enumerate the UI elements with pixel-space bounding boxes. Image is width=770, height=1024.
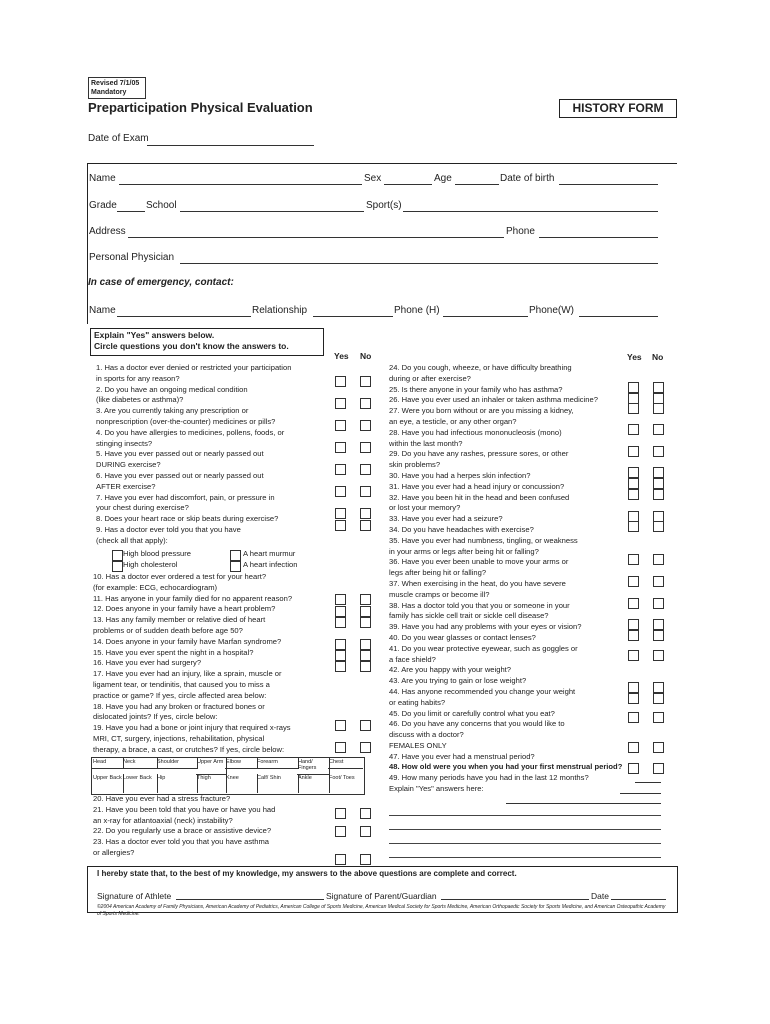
- yes-checkbox[interactable]: [628, 478, 639, 489]
- question-line: 12. Does anyone in your family have a heart problem?: [93, 604, 276, 614]
- no-checkbox[interactable]: [360, 486, 371, 497]
- sports-label: Sport(s): [366, 200, 402, 211]
- physician-field[interactable]: [180, 263, 658, 264]
- instructions-box: [90, 328, 324, 356]
- body-part-cell[interactable]: Elbow: [225, 758, 258, 769]
- question-line: during or after exercise?: [389, 373, 471, 383]
- question-line: AFTER exercise?: [96, 481, 156, 491]
- question-line: 44. Has anyone recommended you change your weight: [389, 686, 576, 696]
- question-line: 1. Has a doctor ever denied or restricted your participation: [96, 363, 292, 372]
- question-line: 40. Do you wear glasses or contact lenses?: [389, 632, 536, 642]
- question-line: 15. Have you ever spent the night in a hospital?: [93, 647, 254, 657]
- murmur-checkbox[interactable]: [230, 550, 241, 561]
- athlete-signature-field[interactable]: [176, 899, 324, 900]
- yes-header-left: Yes: [334, 351, 349, 361]
- question-line: or lost your memory?: [389, 503, 461, 513]
- question-line: 10. Has a doctor ever ordered a test for your heart?: [93, 572, 267, 581]
- question-line: 48. How old were you when you had your first menstrual period?: [389, 762, 623, 772]
- question-line: 23. Has a doctor ever told you that you have asthma: [93, 837, 270, 847]
- yes-checkbox[interactable]: [335, 508, 346, 519]
- no-checkbox[interactable]: [653, 742, 664, 753]
- question-line: 19. Have you had a bone or joint injury that required x-rays: [93, 723, 291, 733]
- yes-checkbox[interactable]: [628, 630, 639, 641]
- yes-checkbox[interactable]: [335, 720, 346, 731]
- no-header-right: No: [652, 352, 664, 362]
- question-line: 2. Do you have an ongoing medical condition: [96, 384, 248, 394]
- no-checkbox[interactable]: [360, 464, 371, 475]
- yes-checkbox[interactable]: [628, 576, 639, 587]
- explain-answer-field[interactable]: [506, 803, 661, 804]
- questions-left-part3: [93, 794, 343, 859]
- yes-checkbox[interactable]: [335, 854, 346, 865]
- ec-name-field[interactable]: [117, 316, 251, 317]
- question-line: stinging insects?: [96, 438, 153, 448]
- question-line: 49. How many periods have you had in the last 12 months?: [389, 773, 589, 783]
- no-checkbox[interactable]: [653, 467, 664, 478]
- age-label: Age: [434, 173, 452, 184]
- parent-signature-field[interactable]: [441, 899, 589, 900]
- q48-answer-field[interactable]: [635, 782, 661, 783]
- yes-checkbox[interactable]: [628, 712, 639, 723]
- physician-label: Personal Physician: [89, 252, 175, 263]
- high-chol-checkbox[interactable]: [112, 561, 123, 572]
- instructions-line-1: Explain "Yes" answers below.: [94, 330, 215, 340]
- no-checkbox[interactable]: [360, 854, 371, 865]
- phone-w-label: Phone(W): [529, 305, 575, 316]
- question-line: in your arms or legs after being hit or falling?: [389, 546, 539, 556]
- question-line: problems or of sudden death before age 50?: [93, 625, 243, 635]
- question-line: discuss with a doctor?: [389, 730, 464, 740]
- date-of-exam-field[interactable]: [147, 145, 314, 146]
- yes-checkbox[interactable]: [335, 617, 346, 628]
- no-checkbox[interactable]: [653, 619, 664, 630]
- question-line: therapy, a brace, a cast, or crutches? If yes, circle below:: [93, 744, 285, 754]
- question-line: 38. Has a doctor told you that you or someone in your: [389, 600, 570, 610]
- revised-date: Revised 7/1/05: [91, 80, 140, 87]
- question-line: MRI, CT, surgery, injections, rehabilitation, physical: [93, 733, 265, 743]
- dob-field[interactable]: [559, 184, 658, 185]
- no-checkbox[interactable]: [360, 594, 371, 605]
- question-line: (check all that apply):: [96, 535, 168, 545]
- body-part-cell[interactable]: Forearm: [256, 758, 299, 769]
- certification-statement: I hereby state that, to the best of my knowledge, my answers to the above questions are complete and correct.: [97, 869, 517, 878]
- yes-checkbox[interactable]: [628, 598, 639, 609]
- question-line: 46. Do you have any concerns that you would like to: [389, 719, 565, 729]
- ec-name-label: Name: [89, 305, 116, 316]
- school-field[interactable]: [180, 211, 364, 212]
- yes-checkbox[interactable]: [335, 398, 346, 409]
- yes-checkbox[interactable]: [628, 650, 639, 661]
- age-field[interactable]: [455, 184, 499, 185]
- grade-field[interactable]: [117, 211, 145, 212]
- question-line: 37. When exercising in the heat, do you have severe: [389, 578, 566, 588]
- question-line: 20. Have you ever had a stress fracture?: [93, 794, 231, 803]
- question-line: 29. Do you have any rashes, pressure sores, or other: [389, 449, 569, 459]
- question-line: or allergies?: [93, 847, 135, 857]
- yes-checkbox[interactable]: [335, 826, 346, 837]
- revision-tag: [88, 77, 146, 99]
- yes-checkbox[interactable]: [628, 467, 639, 478]
- no-checkbox[interactable]: [653, 554, 664, 565]
- athlete-signature-label: Signature of Athlete: [97, 891, 172, 901]
- no-checkbox[interactable]: [360, 742, 371, 753]
- no-checkbox[interactable]: [653, 424, 664, 435]
- no-checkbox[interactable]: [653, 521, 664, 532]
- yes-checkbox[interactable]: [335, 594, 346, 605]
- question-line: 36. Have you ever been unable to move your arms or: [389, 557, 569, 567]
- question-line: your chest during exercise?: [96, 503, 189, 513]
- no-checkbox[interactable]: [360, 520, 371, 531]
- instructions-line-2: Circle questions you don't know the answers to.: [94, 341, 289, 351]
- history-form-badge: HISTORY FORM: [559, 99, 677, 118]
- question-line: (like diabetes or asthma)?: [96, 395, 184, 405]
- question-line: in sports for any reason?: [96, 373, 180, 383]
- body-part-cell[interactable]: Hip: [156, 774, 198, 793]
- question-line: 5. Have you ever passed out or nearly passed out: [96, 449, 264, 459]
- no-checkbox[interactable]: [360, 398, 371, 409]
- body-part-cell[interactable]: Chest: [328, 758, 363, 769]
- relationship-label: Relationship: [252, 305, 308, 316]
- sex-label: Sex: [364, 173, 382, 184]
- question-line: 7. Have you ever had discomfort, pain, or pressure in: [96, 492, 275, 502]
- yes-checkbox[interactable]: [335, 464, 346, 475]
- question-line: 13. Has any family member or relative died of heart: [93, 615, 266, 625]
- question-line: 4. Do you have allergies to medicines, pollens, foods, or: [96, 427, 285, 437]
- questions-left-part2: [93, 572, 343, 756]
- question-line: 24. Do you cough, wheeze, or have difficulty breathing: [389, 363, 572, 372]
- murmur-label: A heart murmur: [243, 549, 296, 558]
- question-line: 31. Have you ever had a head injury or concussion?: [389, 481, 565, 491]
- yes-checkbox[interactable]: [628, 382, 639, 393]
- no-checkbox[interactable]: [360, 639, 371, 650]
- no-checkbox[interactable]: [360, 826, 371, 837]
- question-line: 33. Have you ever had a seizure?: [389, 514, 503, 524]
- question-line: FEMALES ONLY: [389, 740, 447, 750]
- yes-header-right: Yes: [627, 352, 642, 362]
- no-checkbox[interactable]: [360, 650, 371, 661]
- no-checkbox[interactable]: [360, 508, 371, 519]
- question-line: 16. Have you ever had surgery?: [93, 658, 202, 668]
- question-line: 30. Have you had a herpes skin infection?: [389, 470, 531, 480]
- question-line: 21. Have you been told that you have or have you had: [93, 804, 276, 814]
- explain-line[interactable]: [389, 815, 661, 816]
- yes-checkbox[interactable]: [335, 742, 346, 753]
- date-label: Date: [591, 891, 609, 901]
- body-part-cell[interactable]: Hand/ Fingers: [297, 758, 330, 775]
- no-checkbox[interactable]: [653, 446, 664, 457]
- question-line: 39. Have you had any problems with your eyes or vision?: [389, 622, 582, 632]
- question-line: practice or game? If yes, circle affected area below:: [93, 690, 267, 700]
- body-part-cell[interactable]: Calf/ Shin: [256, 774, 299, 793]
- no-checkbox[interactable]: [653, 693, 664, 704]
- yes-checkbox[interactable]: [335, 442, 346, 453]
- body-part-cell[interactable]: Thigh: [196, 774, 227, 793]
- body-part-cell[interactable]: Ankle: [297, 774, 330, 793]
- form-title: Preparticipation Physical Evaluation: [88, 100, 313, 115]
- explain-line[interactable]: [389, 843, 661, 844]
- yes-checkbox[interactable]: [335, 661, 346, 672]
- question-line: legs after being hit or falling?: [389, 568, 487, 578]
- yes-checkbox[interactable]: [335, 808, 346, 819]
- signature-date-field[interactable]: [611, 899, 666, 900]
- no-checkbox[interactable]: [360, 720, 371, 731]
- school-label: School: [146, 200, 177, 211]
- parent-signature-label: Signature of Parent/Guardian: [326, 891, 437, 901]
- question-line: 47. Have you ever had a menstrual period?: [389, 751, 535, 761]
- no-checkbox[interactable]: [360, 617, 371, 628]
- no-checkbox[interactable]: [653, 712, 664, 723]
- body-parts-grid: [91, 757, 365, 795]
- question-line: Explain "Yes" answers here:: [389, 784, 484, 794]
- question-line: muscle cramps or become ill?: [389, 589, 490, 599]
- yes-checkbox[interactable]: [628, 682, 639, 693]
- dob-label: Date of birth: [500, 173, 555, 184]
- body-part-cell[interactable]: Upper Arm: [196, 758, 227, 775]
- no-checkbox[interactable]: [653, 763, 664, 774]
- question-line: skin problems?: [389, 460, 441, 470]
- grade-label: Grade: [89, 200, 117, 211]
- question-line: 18. Have you had any broken or fractured bones or: [93, 701, 265, 711]
- high-bp-label: High blood pressure: [123, 549, 191, 558]
- no-header-left: No: [360, 351, 372, 361]
- question-line: (for example: ECG, echocardiogram): [93, 582, 218, 592]
- copyright-footnote: ©2004 American Academy of Family Physicians, American Academy of Pediatrics, American College of Sports Medicine, American Medical Society for Sports Medicine, American Orthopaedic Society for Sports Medicine, and American Osteopathic Academy of Sports Medicine.: [97, 904, 666, 917]
- name-field[interactable]: [119, 184, 362, 185]
- questions-right: [389, 363, 627, 795]
- no-checkbox[interactable]: [360, 808, 371, 819]
- yes-checkbox[interactable]: [335, 606, 346, 617]
- body-part-cell[interactable]: Lower Back: [122, 774, 158, 793]
- name-label: Name: [89, 173, 116, 184]
- question-line: ligament tear, or tendinitis, that caused you to miss a: [93, 679, 270, 689]
- no-checkbox[interactable]: [653, 630, 664, 641]
- question-line: 6. Have you ever passed out or nearly passed out: [96, 470, 264, 480]
- explain-line[interactable]: [389, 829, 661, 830]
- no-checkbox[interactable]: [360, 661, 371, 672]
- questions-left-part1: [96, 363, 334, 547]
- no-checkbox[interactable]: [653, 576, 664, 587]
- yes-checkbox[interactable]: [628, 403, 639, 414]
- relationship-field[interactable]: [313, 316, 393, 317]
- body-part-cell[interactable]: Knee: [225, 774, 258, 793]
- yes-checkbox[interactable]: [628, 521, 639, 532]
- yes-checkbox[interactable]: [628, 763, 639, 774]
- question-line: 41. Do you wear protective eyewear, such as goggles or: [389, 643, 578, 653]
- address-field[interactable]: [128, 237, 504, 238]
- question-line: 8. Does your heart race or skip beats during exercise?: [96, 514, 279, 524]
- no-checkbox[interactable]: [653, 682, 664, 693]
- sex-field[interactable]: [384, 184, 432, 185]
- heart-infection-checkbox[interactable]: [230, 561, 241, 572]
- question-line: dislocated joints? If yes, circle below:: [93, 712, 218, 722]
- high-chol-label: High cholesterol: [123, 560, 178, 569]
- body-part-cell[interactable]: Upper Back: [92, 774, 124, 793]
- phone-field[interactable]: [539, 237, 658, 238]
- phone-w-field[interactable]: [579, 316, 658, 317]
- yes-checkbox[interactable]: [628, 424, 639, 435]
- no-checkbox[interactable]: [653, 478, 664, 489]
- no-checkbox[interactable]: [360, 376, 371, 387]
- question-line: 17. Have you ever had an injury, like a sprain, muscle or: [93, 669, 282, 679]
- question-line: 32. Have you been hit in the head and been confused: [389, 492, 570, 502]
- question-line: 27. Were you born without or are you missing a kidney,: [389, 406, 574, 416]
- yes-checkbox[interactable]: [628, 489, 639, 500]
- phone-h-label: Phone (H): [394, 305, 440, 316]
- no-checkbox[interactable]: [653, 489, 664, 500]
- question-line: an x-ray for atlantoaxial (neck) instability?: [93, 815, 233, 825]
- question-line: 25. Is there anyone in your family who has asthma?: [389, 384, 563, 394]
- yes-checkbox[interactable]: [628, 742, 639, 753]
- no-checkbox[interactable]: [360, 442, 371, 453]
- q49-answer-field[interactable]: [620, 793, 661, 794]
- no-checkbox[interactable]: [653, 403, 664, 414]
- question-line: 35. Have you ever had numbness, tingling, or weakness: [389, 535, 578, 545]
- question-line: 43. Are you trying to gain or lose weight?: [389, 676, 527, 686]
- question-line: nonprescription (over-the-counter) medicines or pills?: [96, 416, 276, 426]
- no-checkbox[interactable]: [653, 598, 664, 609]
- question-line: 28. Have you had infectious mononucleosis (mono): [389, 427, 562, 437]
- body-part-cell[interactable]: Neck: [122, 758, 158, 769]
- yes-checkbox[interactable]: [628, 554, 639, 565]
- no-checkbox[interactable]: [360, 606, 371, 617]
- question-line: an eye, a testicle, or any other organ?: [389, 416, 517, 426]
- question-line: 45. Do you limit or carefully control what you eat?: [389, 708, 555, 718]
- mandatory-label: Mandatory: [91, 89, 127, 96]
- emergency-heading: In case of emergency, contact:: [88, 277, 234, 288]
- question-line: 9. Has a doctor ever told you that you have: [96, 524, 241, 534]
- no-checkbox[interactable]: [360, 420, 371, 431]
- question-line: 22. Do you regularly use a brace or assistive device?: [93, 826, 272, 836]
- yes-checkbox[interactable]: [335, 486, 346, 497]
- question-line: or eating habits?: [389, 697, 446, 707]
- phone-h-field[interactable]: [443, 316, 528, 317]
- question-line: 26. Have you ever used an inhaler or taken asthma medicine?: [389, 395, 598, 405]
- question-line: 34. Do you have headaches with exercise?: [389, 524, 534, 534]
- question-line: 42. Are you happy with your weight?: [389, 665, 511, 675]
- no-checkbox[interactable]: [653, 650, 664, 661]
- yes-checkbox[interactable]: [628, 619, 639, 630]
- address-label: Address: [89, 226, 126, 237]
- yes-checkbox[interactable]: [628, 693, 639, 704]
- question-line: 3. Are you currently taking any prescription or: [96, 406, 249, 416]
- yes-checkbox[interactable]: [335, 376, 346, 387]
- question-line: 14. Does anyone in your family have Marfan syndrome?: [93, 636, 282, 646]
- phone-label: Phone: [506, 226, 535, 237]
- explain-line[interactable]: [389, 857, 661, 858]
- yes-checkbox[interactable]: [335, 520, 346, 531]
- yes-checkbox[interactable]: [335, 639, 346, 650]
- sports-field[interactable]: [403, 211, 658, 212]
- body-part-cell[interactable]: Foot/ Toes: [329, 775, 355, 781]
- question-line: within the last month?: [389, 438, 463, 448]
- question-line: DURING exercise?: [96, 460, 161, 470]
- question-line: 11. Has anyone in your family died for no apparent reason?: [93, 593, 293, 603]
- heart-infection-label: A heart infection: [243, 560, 298, 569]
- date-of-exam-label: Date of Exam: [88, 133, 149, 144]
- no-checkbox[interactable]: [653, 382, 664, 393]
- yes-checkbox[interactable]: [628, 446, 639, 457]
- yes-checkbox[interactable]: [335, 650, 346, 661]
- high-bp-checkbox[interactable]: [112, 550, 123, 561]
- body-part-cell[interactable]: Head: [92, 758, 124, 769]
- question-line: a face shield?: [389, 654, 436, 664]
- yes-checkbox[interactable]: [335, 420, 346, 431]
- question-line: family has sickle cell trait or sickle cell disease?: [389, 611, 549, 621]
- body-part-cell[interactable]: Shoulder: [156, 758, 198, 769]
- personal-info-frame: [87, 163, 677, 324]
